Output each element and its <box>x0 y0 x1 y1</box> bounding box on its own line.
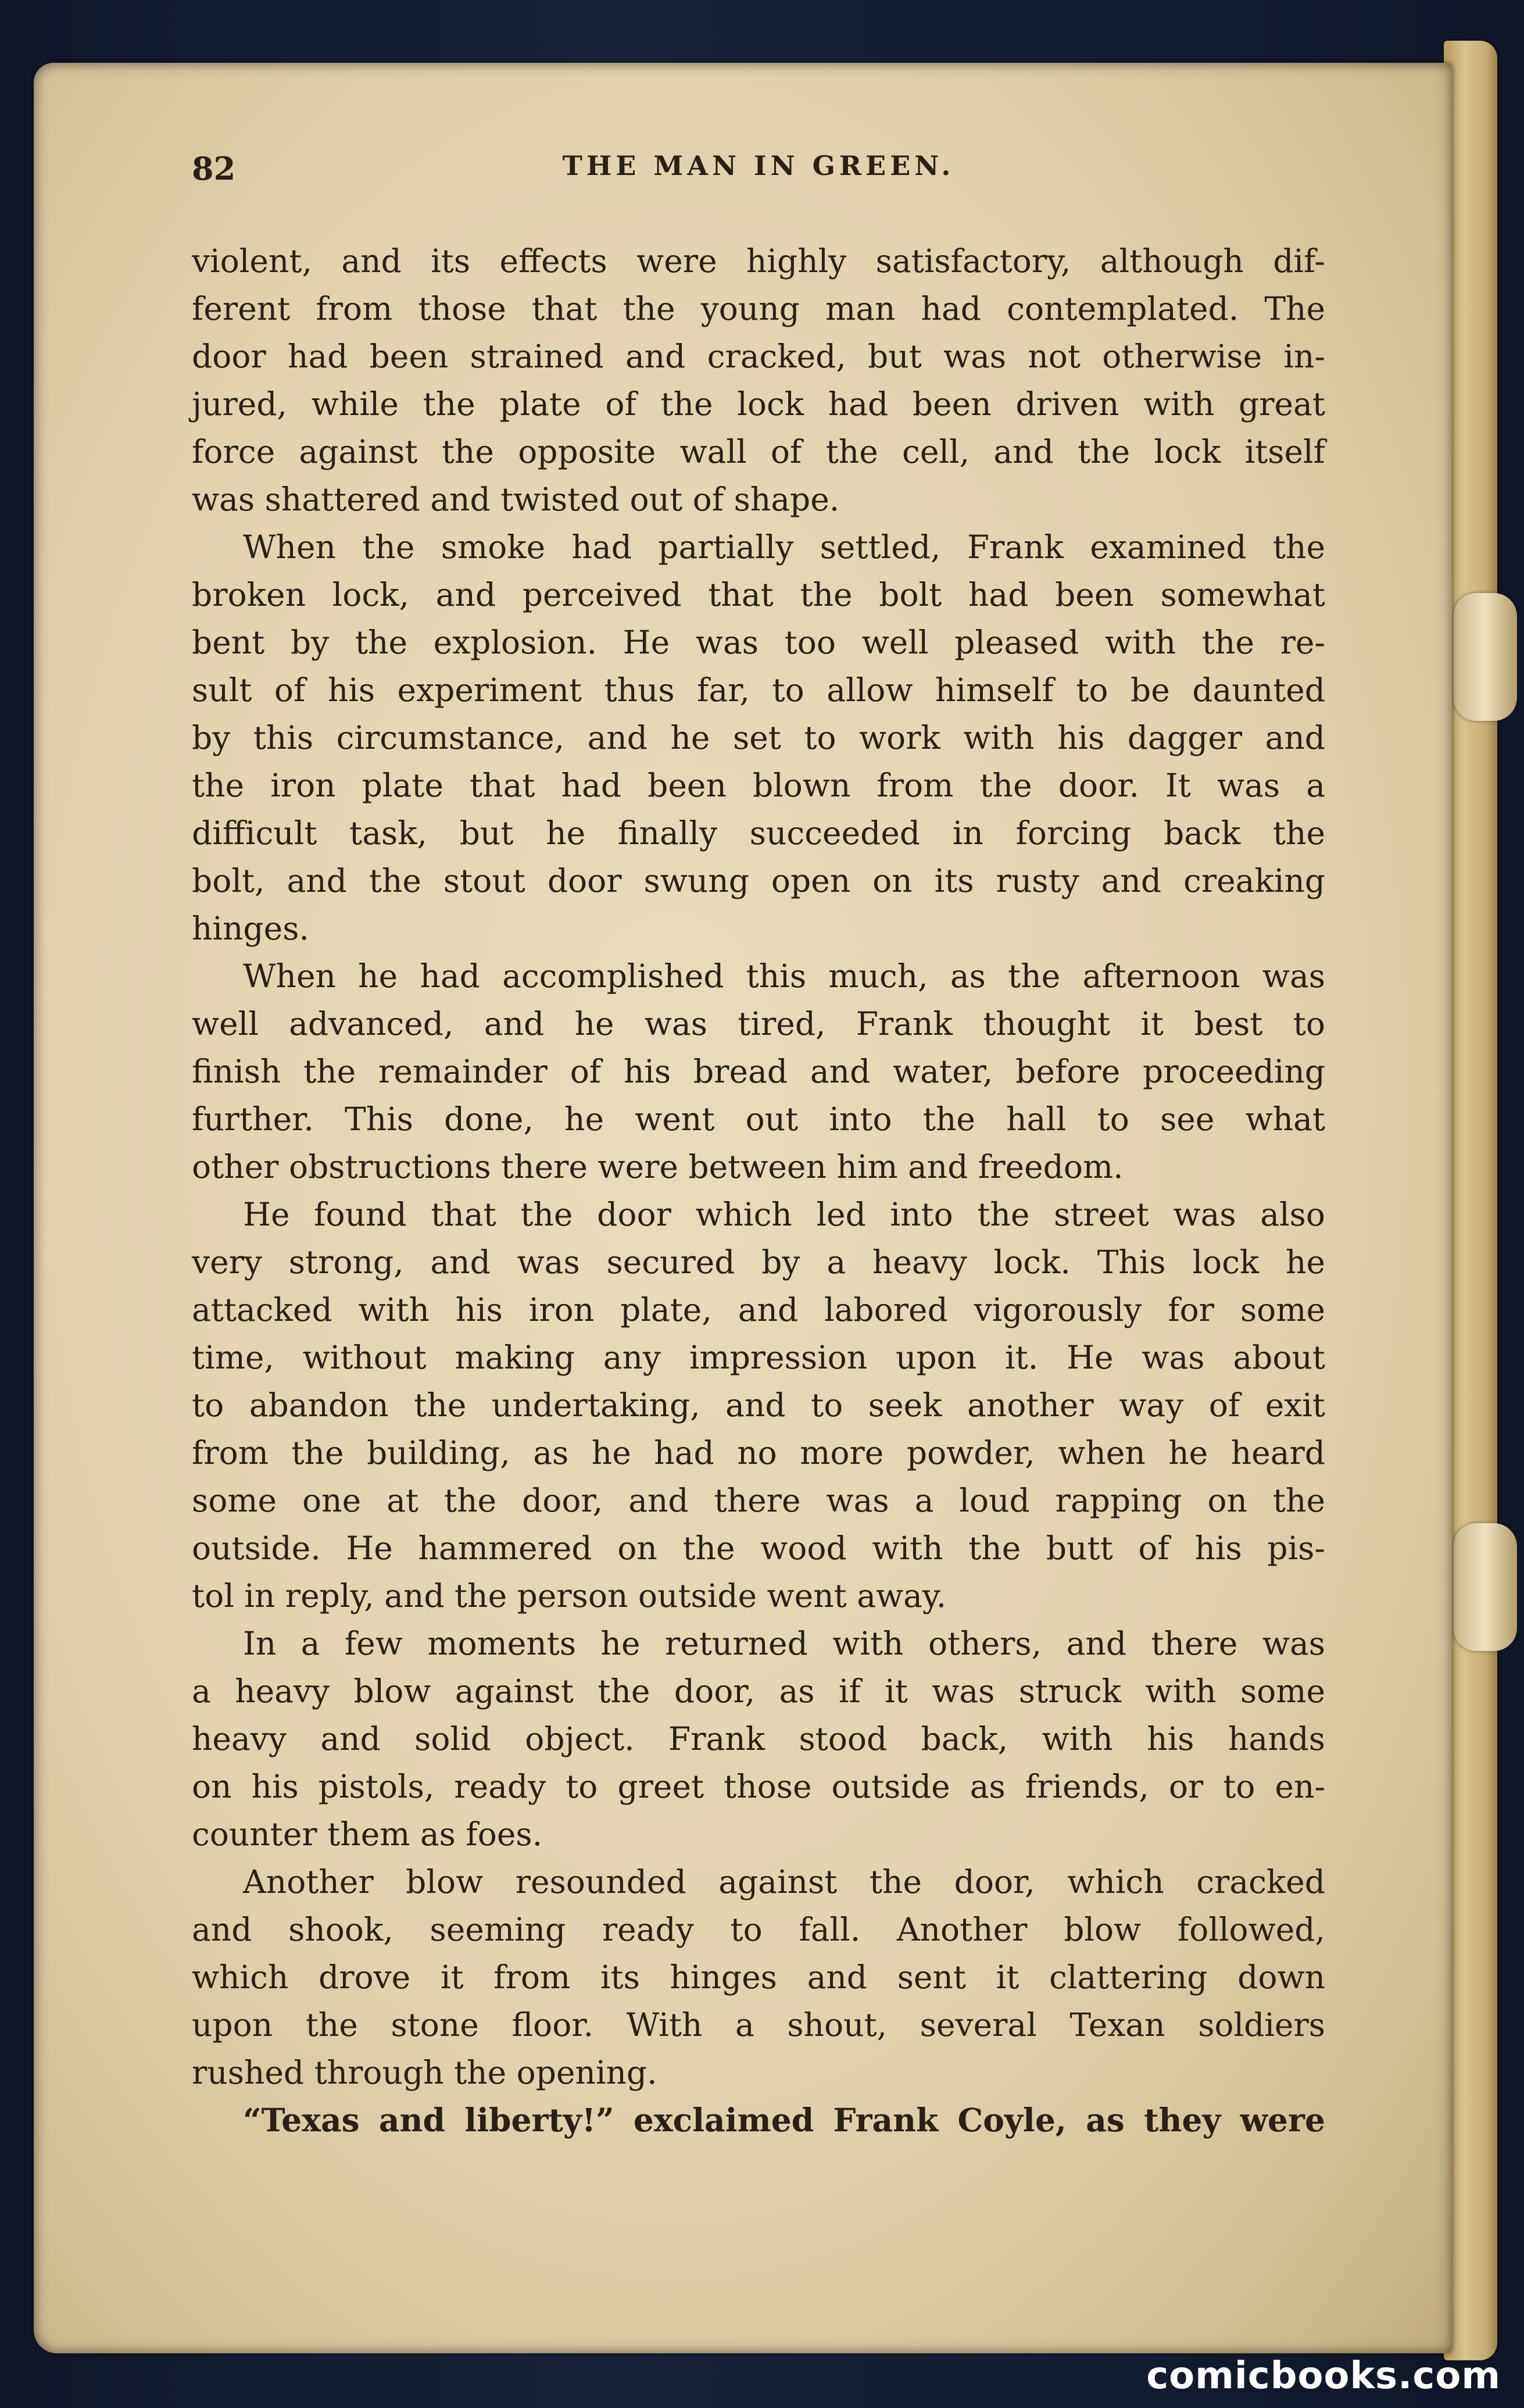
text-line: a heavy blow against the door, as if it was struck with some <box>192 1673 1325 1710</box>
text-line: other obstructions there were between him and freedom. <box>192 1148 1124 1185</box>
text-line: heavy and solid object. Frank stood back, with his hands <box>192 1720 1325 1757</box>
text-line: well advanced, and he was tired, Frank thought it best to <box>192 1005 1325 1042</box>
text-line: very strong, and was secured by a heavy lock. This lock he <box>192 1244 1325 1281</box>
text-line: force against the opposite wall of the cell, and the lock itself <box>192 433 1325 470</box>
binding-tab-upper <box>1453 593 1517 721</box>
text-line: upon the stone floor. With a shout, several Texan soldiers <box>192 2006 1325 2043</box>
text-line: bolt, and the stout door swung open on its rusty and creaking <box>192 862 1325 899</box>
text-line: was shattered and twisted out of shape. <box>192 481 840 518</box>
text-line: outside. He hammered on the wood with the butt of his pis- <box>192 1530 1325 1567</box>
text-line: “Texas and liberty!” exclaimed Frank Coyle, as they were <box>243 2101 1325 2139</box>
text-line: broken lock, and perceived that the bolt had been somewhat <box>192 576 1325 613</box>
body-text <box>192 237 1325 2144</box>
text-line: rushed through the opening. <box>192 2054 657 2091</box>
text-line: door had been strained and cracked, but was not otherwise in- <box>192 338 1325 375</box>
text-line: He found that the door which led into the street was also <box>243 1196 1325 1233</box>
text-line: difficult task, but he finally succeeded in forcing back the <box>192 814 1325 852</box>
text-line: to abandon the undertaking, and to seek another way of exit <box>192 1387 1325 1424</box>
text-line: Another blow resounded against the door, which cracked <box>243 1863 1325 1900</box>
text-line: bent by the explosion. He was too well pleased with the re- <box>192 624 1325 661</box>
text-line: the iron plate that had been blown from the door. It was a <box>192 767 1325 804</box>
site-watermark: comicbooks.com <box>1146 2355 1501 2398</box>
text-line: and shook, seeming ready to fall. Another blow followed, <box>192 1911 1325 1948</box>
text-line: from the building, as he had no more powder, when he heard <box>192 1434 1325 1471</box>
page-number: 82 <box>192 150 236 187</box>
page-header <box>192 150 1325 202</box>
text-line: which drove it from its hinges and sent it clattering down <box>192 1959 1325 1996</box>
text-line: some one at the door, and there was a loud rapping on the <box>192 1482 1325 1519</box>
text-line: time, without making any impression upon it. He was about <box>192 1339 1325 1376</box>
text-line: violent, and its effects were highly satisfactory, although dif- <box>192 242 1325 280</box>
text-line: When the smoke had partially settled, Frank examined the <box>243 528 1325 566</box>
text-line: jured, while the plate of the lock had been driven with great <box>192 385 1325 423</box>
text-line: When he had accomplished this much, as the afternoon was <box>243 958 1325 995</box>
text-line: attacked with his iron plate, and labored vigorously for some <box>192 1291 1325 1328</box>
binding-tab-lower <box>1453 1523 1517 1651</box>
text-line: counter them as foes. <box>192 1816 543 1853</box>
text-line: further. This done, he went out into the hall to see what <box>192 1101 1325 1138</box>
text-line: In a few moments he returned with others, and there was <box>243 1625 1325 1662</box>
text-line: sult of his experiment thus far, to allow himself to be daunted <box>192 671 1325 709</box>
text-line: finish the remainder of his bread and water, before proceeding <box>192 1053 1325 1090</box>
text-line: by this circumstance, and he set to work with his dagger and <box>192 719 1325 756</box>
text-line: ferent from those that the young man had contemplated. The <box>192 290 1325 327</box>
text-line: hinges. <box>192 910 309 947</box>
running-title: THE MAN IN GREEN. <box>562 150 955 181</box>
text-line: tol in reply, and the person outside went away. <box>192 1577 947 1614</box>
text-line: on his pistols, ready to greet those outside as friends, or to en- <box>192 1768 1325 1805</box>
